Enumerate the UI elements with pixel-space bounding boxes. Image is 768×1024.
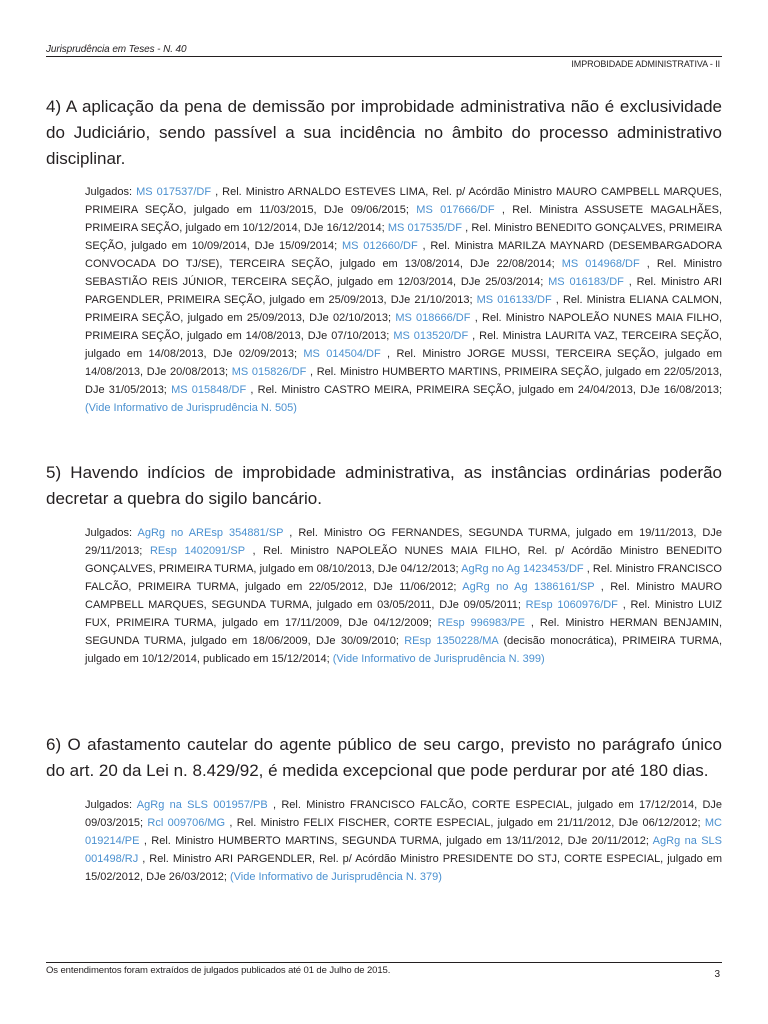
header-topic: IMPROBIDADE ADMINISTRATIVA - II <box>571 59 720 69</box>
footer-note: Os entendimentos foram extraídos de julgados publicados até 01 de Julho de 2015. <box>46 965 391 976</box>
thesis-4-title: 4) A aplicação da pena de demissão por improbidade administrativa não é exclusividade do Judiciário, sendo passível a sua incidência no âmbito do processo administrativo disciplinar. <box>46 97 722 168</box>
case-details: , Rel. Ministro NAPOLEÃO NUNES MAIA FILHO, PRIMEIRA SEÇÃO, julgado em 14/08/2013, DJe 07/10/2013; <box>85 312 723 342</box>
case-details: , Rel. Ministra ASSUSETE MAGALHÃES, PRIMEIRA SEÇÃO, julgado em 10/12/2014, DJe 16/12/2014; <box>85 204 723 234</box>
case-link[interactable]: MS 015848/DF <box>171 384 247 396</box>
case-details: , Rel. Ministro LUIZ FUX, PRIMEIRA TURMA, julgado em 17/11/2009, DJe 04/12/2009; <box>85 599 723 629</box>
case-details: , Rel. Ministro JORGE MUSSI, TERCEIRA SEÇÃO, julgado em 14/08/2013, DJe 20/08/2013; <box>85 348 722 378</box>
case-details: , Rel. Ministro NAPOLEÃO NUNES MAIA FILHO, Rel. p/ Acórdão Ministro BENEDITO GONÇALVES, PRIMEIRA TURMA, julgado em 08/10/2013, DJe 04/12/2013; <box>85 545 722 575</box>
case-details: , Rel. Ministro CASTRO MEIRA, PRIMEIRA SEÇÃO, julgado em 24/04/2013, DJe 16/08/2013; <box>246 384 722 396</box>
page-number: 3 <box>714 969 720 980</box>
case-details: , Rel. Ministro FELIX FISCHER, CORTE ESPECIAL, julgado em 21/11/2012, DJe 06/12/2012; <box>225 817 705 829</box>
case-details: , Rel. Ministro FRANCISCO FALCÃO, PRIMEIRA TURMA, julgado em 22/05/2012, DJe 11/06/2012; <box>85 563 722 593</box>
header-divider <box>46 56 722 57</box>
case-link[interactable]: MS 017666/DF <box>416 204 495 216</box>
case-details: , Rel. Ministro HERMAN BENJAMIN, SEGUNDA TURMA, julgado em 18/06/2009, DJe 30/09/2010; <box>85 617 723 647</box>
case-link[interactable]: MC 019214/PE <box>85 817 722 847</box>
case-link[interactable]: MS 013520/DF <box>393 330 469 342</box>
case-link[interactable]: AgRg no Ag 1386161/SP <box>462 581 595 593</box>
thesis-6-title: 6) O afastamento cautelar do agente público de seu cargo, previsto no parágrafo único do art. 20 da Lei n. 8.429/92, é medida excepcional que pode perdurar por até 180 dias. <box>46 735 722 780</box>
case-link[interactable]: MS 016133/DF <box>476 294 552 306</box>
case-link[interactable]: AgRg no Ag 1423453/DF <box>461 563 584 575</box>
case-details: , Rel. Ministra LAURITA VAZ, TERCEIRA SEÇÃO, julgado em 14/08/2013, DJe 02/09/2013; <box>85 330 722 360</box>
case-link[interactable]: Rcl 009706/MG <box>147 817 226 829</box>
case-details: , Rel. Ministro HUMBERTO MARTINS, SEGUNDA TURMA, julgado em 13/11/2012, DJe 20/11/2012; <box>139 835 653 847</box>
case-link[interactable]: MS 014504/DF <box>303 348 381 360</box>
thesis-6-citations <box>85 796 722 886</box>
case-details: , Rel. Ministro BENEDITO GONÇALVES, PRIMEIRA SEÇÃO, julgado em 10/09/2014, DJe 15/09/2014; <box>85 222 722 252</box>
case-details: , Rel. Ministro SEBASTIÃO REIS JÚNIOR, TERCEIRA SEÇÃO, julgado em 12/03/2014, DJe 25/03/2014; <box>85 258 722 288</box>
case-link[interactable]: REsp 1402091/SP <box>149 545 245 557</box>
citations-lead: Julgados: <box>85 799 137 811</box>
citations-lead: Julgados: <box>85 527 138 539</box>
vide-informativo-link[interactable]: (Vide Informativo de Jurisprudência N. 399) <box>332 653 545 665</box>
thesis-5-title: 5) Havendo indícios de improbidade administrativa, as instâncias ordinárias poderão decretar a quebra do sigilo bancário. <box>46 463 722 508</box>
header-series: Jurisprudência em Teses - N. 40 <box>46 44 187 55</box>
case-link[interactable]: REsp 1060976/DF <box>525 599 618 611</box>
case-details: , Rel. Ministro OG FERNANDES, SEGUNDA TURMA, julgado em 19/11/2013, DJe 29/11/2013; <box>85 527 722 557</box>
case-link[interactable]: AgRg na SLS 001498/RJ <box>85 835 723 865</box>
case-link[interactable]: MS 015826/DF <box>231 366 307 378</box>
thesis-4-citations <box>85 183 722 417</box>
case-details: , Rel. Ministra MARILZA MAYNARD (DESEMBARGADORA CONVOCADA DO TJ/SE), TERCEIRA SEÇÃO, julgado em 13/08/2014, DJe 22/08/2014; <box>85 240 722 270</box>
case-link[interactable]: MS 016183/DF <box>548 276 624 288</box>
case-link[interactable]: AgRg na SLS 001957/PB <box>136 799 268 811</box>
thesis-5-citations <box>85 524 722 668</box>
case-details: , Rel. Ministra ELIANA CALMON, PRIMEIRA SEÇÃO, julgado em 25/09/2013, DJe 02/10/2013; <box>85 294 722 324</box>
case-details: (decisão monocrática), PRIMEIRA TURMA, julgado em 10/12/2014, publicado em 15/12/2014; <box>85 635 723 665</box>
case-link[interactable]: MS 017537/DF <box>136 186 212 198</box>
vide-informativo-link[interactable]: (Vide Informativo de Jurisprudência N. 379) <box>229 871 442 883</box>
case-details: , Rel. Ministro FRANCISCO FALCÃO, CORTE ESPECIAL, julgado em 17/12/2014, DJe 09/03/2015; <box>85 799 722 829</box>
case-link[interactable]: AgRg no AREsp 354881/SP <box>137 527 284 539</box>
footer-divider <box>46 962 722 963</box>
case-details: , Rel. Ministro ARNALDO ESTEVES LIMA, Rel. p/ Acórdão Ministro MAURO CAMPBELL MARQUES, PRIMEIRA SEÇÃO, julgado em 11/03/2015, DJe 09/06/2015; <box>85 186 722 216</box>
case-link[interactable]: MS 014968/DF <box>561 258 640 270</box>
vide-informativo-link[interactable]: (Vide Informativo de Jurisprudência N. 505) <box>85 402 297 414</box>
case-details: , Rel. Ministro MAURO CAMPBELL MARQUES, SEGUNDA TURMA, julgado em 03/05/2011, DJe 09/05/2011; <box>85 581 723 611</box>
case-link[interactable]: REsp 996983/PE <box>437 617 525 629</box>
case-details: , Rel. Ministro ARI PARGENDLER, PRIMEIRA SEÇÃO, julgado em 25/09/2013, DJe 21/10/2013; <box>85 276 722 306</box>
case-link[interactable]: MS 017535/DF <box>387 222 462 234</box>
case-details: , Rel. Ministro HUMBERTO MARTINS, PRIMEIRA SEÇÃO, julgado em 22/05/2013, DJe 31/05/2013; <box>85 366 722 396</box>
case-link[interactable]: REsp 1350228/MA <box>404 635 499 647</box>
case-link[interactable]: MS 018666/DF <box>395 312 471 324</box>
case-details: , Rel. Ministro ARI PARGENDLER, Rel. p/ Acórdão Ministro PRESIDENTE DO STJ, CORTE ESPECIAL, julgado em 15/02/2012, DJe 26/03/2012; <box>85 853 722 883</box>
case-link[interactable]: MS 012660/DF <box>341 240 418 252</box>
citations-lead: Julgados: <box>85 186 137 198</box>
